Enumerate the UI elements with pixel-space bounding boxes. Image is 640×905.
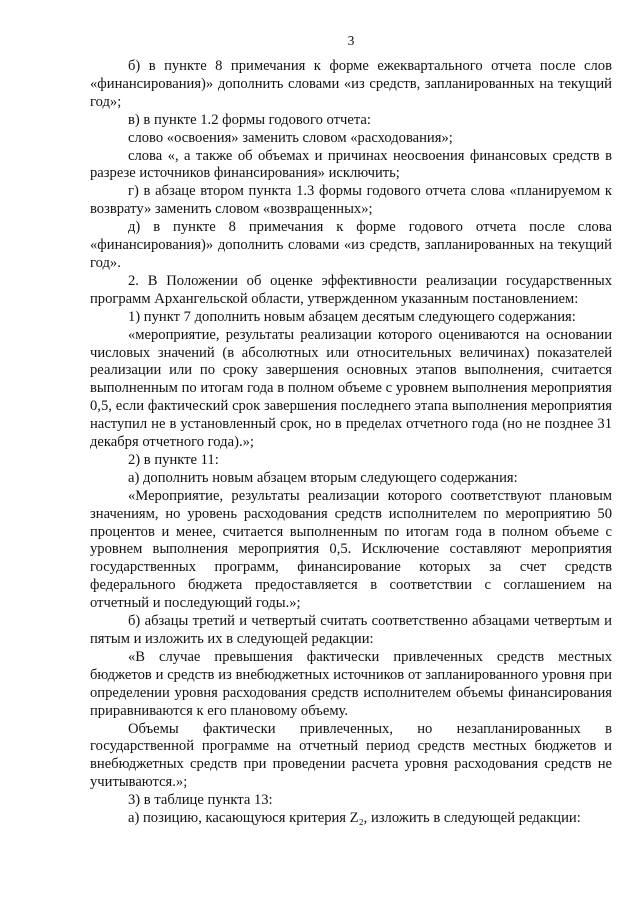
- page-number: 3: [347, 33, 355, 48]
- paragraph: б) абзацы третий и четвертый считать соответственно абзацами четвертым и пятым и изложить их в следующей редакции:: [90, 613, 612, 647]
- paragraph: «В случае превышения фактически привлеченных средств местных бюджетов и средств из внебюджетных источников от запланированного уровня при определении уровня расходования средств исполнителем объемы финансирования приравниваются к его плановому объему.: [90, 648, 612, 719]
- paragraph: слово «освоения» заменить словом «расходования»;: [128, 129, 453, 146]
- document-page: [90, 32, 612, 828]
- paragraph: 1) пункт 7 дополнить новым абзацем десятым следующего содержания:: [128, 308, 576, 325]
- paragraph: 3) в таблице пункта 13:: [128, 792, 273, 809]
- paragraph: «Мероприятие, результаты реализации которого соответствуют плановым значениям, но уровень расходования средств исполнителем по мероприятию 50 процентов и менее, считается выполненным по итогам года в полном объеме с уровнем выполнения мероприятия 0,5. Исключение составляют мероприятия государственных программ, финансирование которых за счет средств федерального бюджета предоставляется в соответствии с соглашением на отчетный и последующий годы.»;: [90, 487, 612, 612]
- paragraph: б) в пункте 8 примечания к форме ежеквартального отчета после слов «финансирования)» дополнить словами «из средств, запланированных на текущий год»;: [90, 58, 612, 110]
- paragraph: Объемы фактически привлеченных, но незапланированных в государственной программе на отчетный период средств местных бюджетов и внебюджетных средств при проведении расчета уровня расходования средств не учитываются.»;: [90, 720, 612, 791]
- paragraph: 2. В Положении об оценке эффективности реализации государственных программ Архангельской области, утвержденном указанным постановлением:: [90, 272, 612, 307]
- paragraph: слова «, а также об объемах и причинах неосвоения финансовых средств в разрезе источников финансирования» исключить;: [90, 147, 612, 182]
- paragraph: 2) в пункте 11:: [128, 451, 219, 468]
- paragraph: в) в пункте 1.2 формы годового отчета:: [128, 111, 371, 128]
- paragraph: д) в пункте 8 примечания к форме годового отчета после слова «финансирования)» дополнить словами «из средств, запланированных на текущий год».: [90, 219, 612, 271]
- paragraph: а) позицию, касающуюся критерия Z₂, изложить в следующей редакции:: [128, 810, 581, 827]
- paragraph: а) дополнить новым абзацем вторым следующего содержания:: [128, 469, 518, 486]
- paragraph: г) в абзаце втором пункта 1.3 формы годового отчета слова «планируемом к возврату» заменить словом «возвращенных»;: [90, 183, 612, 218]
- paragraph: «мероприятие, результаты реализации которого оцениваются на основании числовых значений (в абсолютных или относительных величинах) показателей реализации или по сроку завершения основных этапов выполнения, считается выполненным по итогам года в полном объеме с уровнем выполнения мероприятия 0,5, если фактический срок завершения последнего этапа выполнения мероприятия наступил не в установленный срок, но в пределах отчетного года (но не позднее 31 декабря отчетного года).»;: [90, 326, 612, 451]
